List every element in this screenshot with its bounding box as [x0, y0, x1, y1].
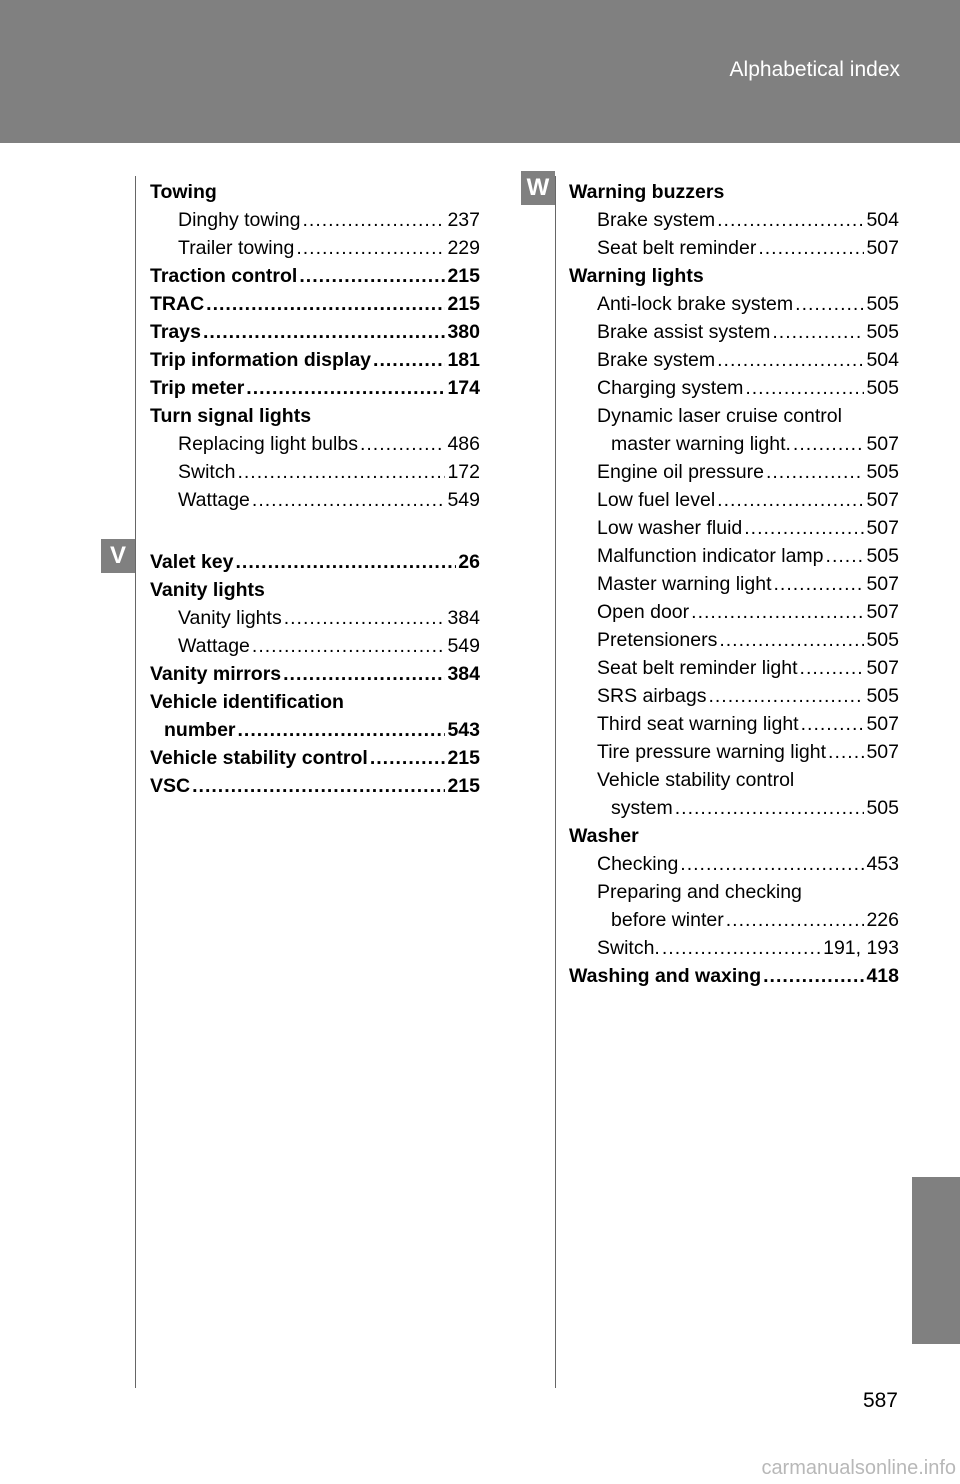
- index-entry: Wattage ..... 549: [150, 632, 480, 660]
- index-entry: Malfunction indicator lamp ..... 505: [569, 542, 899, 570]
- index-entry: Brake assist system ..... 505: [569, 318, 899, 346]
- index-entry: Washing and waxing ..... 418: [569, 962, 899, 990]
- index-entry: Engine oil pressure ..... 505: [569, 458, 899, 486]
- index-entry: master warning light. ..... 507: [569, 430, 899, 458]
- index-heading: Turn signal lights: [150, 405, 312, 427]
- index-entry: Traction control ..... 215: [150, 262, 480, 290]
- index-entry: Switch. ..... 191, 193: [569, 934, 899, 962]
- index-heading: Dynamic laser cruise control: [597, 405, 842, 427]
- index-entry: Checking ..... 453: [569, 850, 899, 878]
- watermark: carmanualsonline.info: [761, 1457, 956, 1479]
- index-heading: Vehicle stability control: [597, 769, 795, 791]
- index-entry: Dinghy towing ..... 237: [150, 206, 480, 234]
- index-entry: Master warning light ..... 507: [569, 570, 899, 598]
- index-entry: Tire pressure warning light ..... 507: [569, 738, 899, 766]
- index-entry: system ..... 505: [569, 794, 899, 822]
- index-heading: Preparing and checking: [597, 881, 802, 903]
- chapter-thumb-tab: [912, 1177, 960, 1344]
- index-heading: Vanity lights: [150, 579, 265, 601]
- index-entry: Charging system ..... 505: [569, 374, 899, 402]
- index-heading: Warning buzzers: [569, 181, 725, 203]
- letter-tab-w: W: [521, 171, 555, 205]
- page-number: 587: [862, 1389, 898, 1412]
- index-entry: Low washer fluid ..... 507: [569, 514, 899, 542]
- index-heading: Vehicle identification: [150, 691, 344, 713]
- index-column-right: [569, 178, 899, 990]
- column-divider-left: [135, 176, 136, 1388]
- index-entry: Anti-lock brake system ..... 505: [569, 290, 899, 318]
- header-title: Alphabetical index: [729, 58, 900, 81]
- index-entry: Vehicle stability control ..... 215: [150, 744, 480, 772]
- index-entry: Seat belt reminder ..... 507: [569, 234, 899, 262]
- index-entry: Trays ..... 380: [150, 318, 480, 346]
- index-entry: Brake system ..... 504: [569, 346, 899, 374]
- index-heading: Warning lights: [569, 265, 704, 287]
- index-entry: Vanity lights ..... 384: [150, 604, 480, 632]
- page-header: [0, 0, 960, 143]
- index-entry: Wattage ..... 549: [150, 486, 480, 514]
- index-heading: Washer: [569, 825, 639, 847]
- index-entry: SRS airbags ..... 505: [569, 682, 899, 710]
- index-column-left: [150, 178, 480, 800]
- index-entry: Switch ..... 172: [150, 458, 480, 486]
- index-entry: Pretensioners ..... 505: [569, 626, 899, 654]
- index-entry: Brake system ..... 504: [569, 206, 899, 234]
- index-entry: Low fuel level ..... 507: [569, 486, 899, 514]
- column-divider-right: [555, 176, 556, 1388]
- index-entry: TRAC ..... 215: [150, 290, 480, 318]
- index-entry: Replacing light bulbs ..... 486: [150, 430, 480, 458]
- index-entry: VSC ..... 215: [150, 772, 480, 800]
- index-entry: Vanity mirrors ..... 384: [150, 660, 480, 688]
- index-entry: Seat belt reminder light ..... 507: [569, 654, 899, 682]
- index-entry: Trailer towing ..... 229: [150, 234, 480, 262]
- index-entry: Trip information display ..... 181: [150, 346, 480, 374]
- index-entry: before winter ..... 226: [569, 906, 899, 934]
- letter-tab-v: V: [101, 539, 135, 573]
- index-entry: Valet key ..... 26: [150, 548, 480, 576]
- index-entry: Open door ..... 507: [569, 598, 899, 626]
- index-entry: Trip meter ..... 174: [150, 374, 480, 402]
- index-entry: Third seat warning light ..... 507: [569, 710, 899, 738]
- index-entry: number ..... 543: [150, 716, 480, 744]
- index-heading: Towing: [150, 181, 217, 203]
